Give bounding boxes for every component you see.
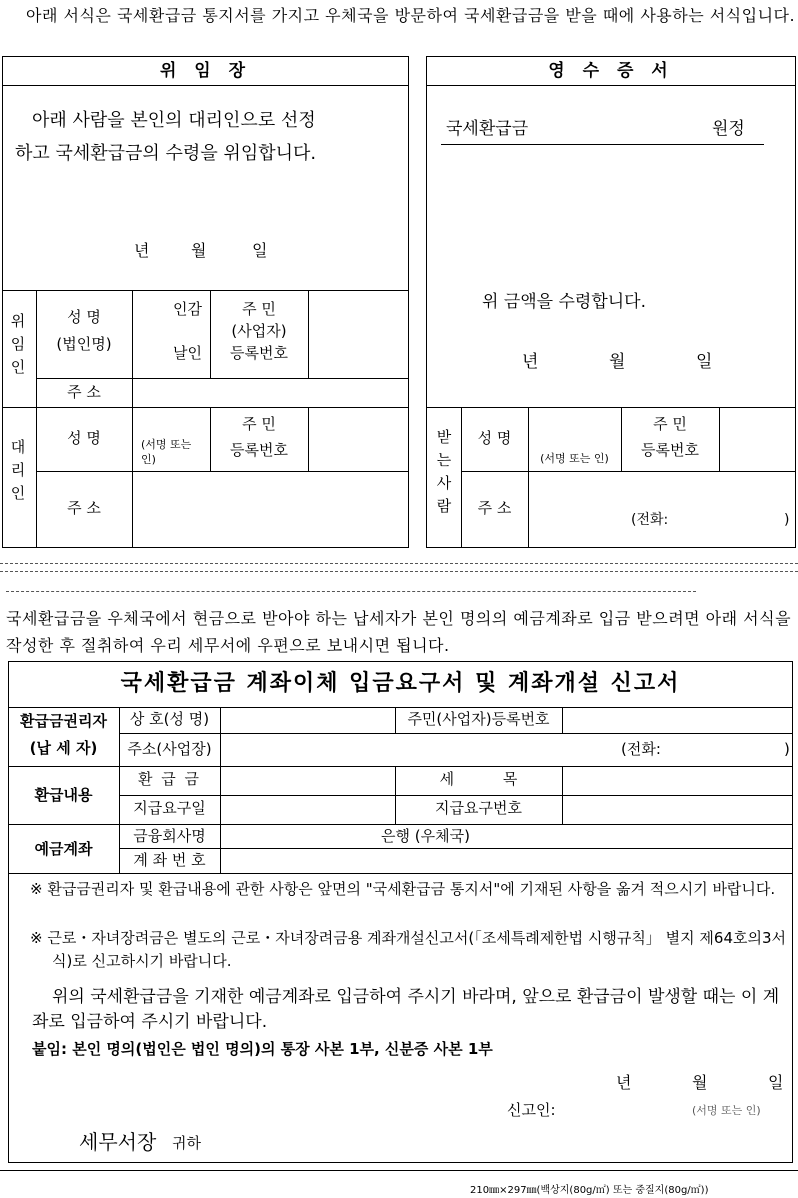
receipt-month: 월 — [609, 352, 626, 372]
footer-paper-spec: 210㎜×297㎜(백상지(80g/㎡) 또는 중질지(80g/㎡)) — [470, 1185, 709, 1196]
proxy-month: 월 — [191, 241, 207, 260]
pay-request-date-label: 지급요구일 — [133, 799, 206, 817]
delegator-reg-line2: (사업자) — [231, 322, 287, 340]
refund-amount-label: 환 급 금 — [137, 770, 201, 788]
receiver-name-label: 성 명 — [477, 429, 512, 447]
form-month: 월 — [692, 1073, 708, 1092]
receiver-phone-label: (전화: — [631, 512, 669, 528]
account-no-label: 계 좌 번 호 — [133, 851, 206, 869]
account-form — [8, 661, 793, 1163]
proxy-text-line2: 하고 국세환급금의 수령을 위임합니다. — [15, 143, 317, 164]
delegator-name-label: 성 명 — [67, 308, 101, 326]
reporter-sign: (서명 또는 인) — [692, 1104, 761, 1117]
addressee: 세무서장 — [79, 1130, 157, 1154]
account-section-label: 예금계좌 — [34, 840, 93, 858]
reporter-label: 신고인: — [507, 1101, 556, 1119]
addressee-honorific: 귀하 — [172, 1134, 201, 1152]
agent-reg-line2: 등록번호 — [230, 441, 288, 459]
receipt-year: 년 — [522, 352, 539, 372]
tax-item-label: 세 목 — [439, 770, 518, 788]
receiver-phone-close: ) — [784, 512, 790, 528]
agent-reg-line1: 주 민 — [242, 415, 276, 433]
attachment-text: 붙임: 본인 명의(법인은 법인 명의)의 통장 사본 1부, 신분증 사본 1부 — [32, 1040, 493, 1058]
form-year: 년 — [616, 1073, 632, 1092]
intro-bottom-text: 국세환급금을 우체국에서 현금으로 받아야 하는 납세자가 본인 명의의 예금계좌로 입금 받으려면 아래 서식을 작성한 후 절취하여 우리 세무서에 우편으로 보내시면 됩니다. — [6, 609, 792, 655]
agent-address-label: 주 소 — [67, 499, 101, 517]
receiver-reg-line1: 주 민 — [653, 415, 687, 433]
reg-no-label: 주민(사업자)등록번호 — [407, 710, 550, 728]
delegator-reg-line3: 등록번호 — [230, 344, 288, 362]
agent-label: 대 리 인 — [10, 438, 26, 502]
account-form-title: 국세환급금 계좌이체 입금요구서 및 계좌개설 신고서 — [120, 671, 681, 696]
cut-line — [6, 591, 696, 592]
proxy-day: 일 — [252, 241, 268, 260]
bank-name-label: 금융회사명 — [133, 827, 206, 845]
bank-value: 은행 (우체국) — [381, 827, 470, 845]
request-text: 위의 국세환급금을 기재한 예금계좌로 입금하여 주시기 바라며, 앞으로 환급금이 발생할 때는 이 계좌로 입금하여 주시기 바랍니다. — [32, 987, 780, 1032]
delegator-label: 위 임 인 — [10, 312, 26, 376]
seal-label-bottom: 날인 — [173, 344, 202, 362]
receiver-sign-label: (서명 또는 인) — [540, 452, 609, 465]
refund-section-label: 환급내용 — [34, 786, 93, 804]
agent-sign-label: (서명 또는 인) — [141, 438, 192, 466]
note-2: ※ 근로・자녀장려금은 별도의 근로・자녀장려금용 계좌개설신고서(「조세특례제한법 시행규칙」 별지 제64호의3서식)로 신고하시기 바랍니다. — [30, 929, 787, 970]
address-label: 주소(사업장) — [127, 740, 212, 758]
proxy-text-line1: 아래 사람을 본인의 대리인으로 선정 — [32, 110, 316, 131]
holder-label-line2: (납 세 자) — [29, 739, 98, 757]
cut-line — [0, 571, 798, 572]
delegator-reg-line1: 주 민 — [242, 300, 276, 318]
seal-label-top: 인감 — [173, 300, 202, 318]
form-phone-close: ) — [784, 740, 790, 758]
form-day: 일 — [768, 1073, 784, 1092]
receipt-refund-label: 국세환급금 — [446, 119, 529, 139]
proxy-title: 위 임 장 — [159, 61, 252, 81]
form-phone-label: (전화: — [621, 740, 661, 758]
agent-name-label: 성 명 — [67, 429, 101, 447]
receipt-won-label: 원정 — [712, 119, 745, 139]
delegator-address-label: 주 소 — [67, 383, 101, 401]
receiver-address-label: 주 소 — [477, 499, 512, 517]
receipt-title: 영 수 증 서 — [548, 61, 674, 81]
receipt-day: 일 — [696, 352, 713, 372]
trade-name-label: 상 호(성 명) — [129, 710, 210, 728]
holder-label-line1: 환급금권리자 — [20, 712, 107, 730]
intro-top-text: 아래 서식은 국세환급금 통지서를 가지고 우체국을 방문하여 국세환급금을 받을 때에 사용하는 서식입니다. — [26, 6, 796, 25]
note-1: ※ 환급금권리자 및 환급내용에 관한 사항은 앞면의 "국세환급금 통지서"에 기재된 사항을 옮겨 적으시기 바랍니다. — [30, 880, 776, 898]
receiver-reg-line2: 등록번호 — [641, 441, 699, 459]
delegator-corp-name-label: (법인명) — [56, 335, 112, 353]
receiver-label: 받 는 사 람 — [436, 428, 452, 515]
cut-line — [0, 563, 798, 564]
pay-request-no-label: 지급요구번호 — [435, 799, 522, 817]
receipt-received-text: 위 금액을 수령합니다. — [482, 292, 647, 312]
proxy-year: 년 — [134, 241, 150, 260]
